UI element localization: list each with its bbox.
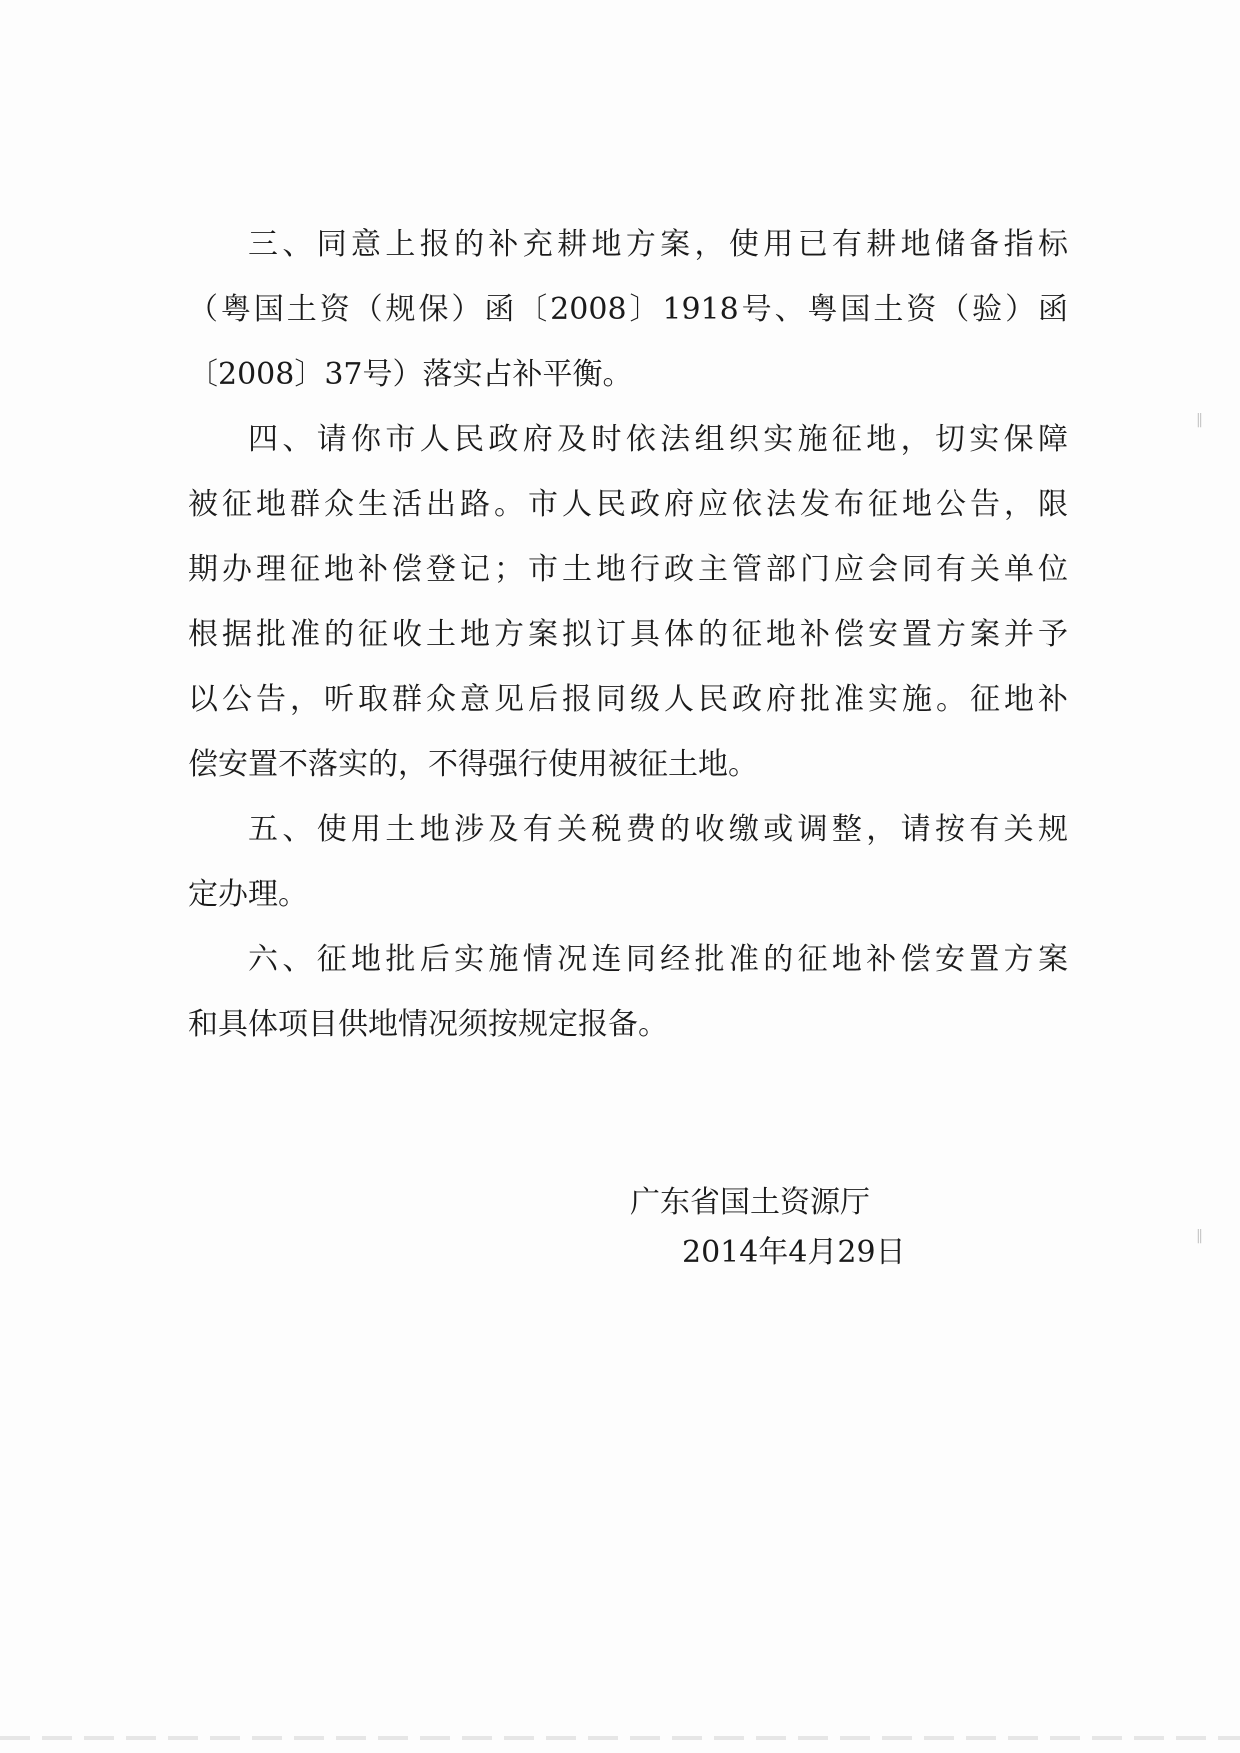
paragraph-5-line-2: 定办理。	[188, 877, 308, 912]
signature-date: 2014年4月29日	[682, 1235, 906, 1270]
document-body	[188, 212, 1068, 1057]
paragraph-5-line-1: 五、使用土地涉及有关税费的收缴或调整，请按有关规	[248, 812, 1068, 847]
signature-block	[630, 1178, 950, 1278]
paragraph-3-line-1: 三、同意上报的补充耕地方案，使用已有耕地储备指标	[248, 227, 1068, 262]
paragraph-4-line-1: 四、请你市人民政府及时依法组织实施征地，切实保障	[248, 422, 1068, 457]
paragraph-4-line-3: 期办理征地补偿登记；市土地行政主管部门应会同有关单位	[188, 552, 1068, 587]
scan-bottom-edge	[0, 1736, 1240, 1740]
paragraph-4-line-2: 被征地群众生活出路。市人民政府应依法发布征地公告，限	[188, 487, 1068, 522]
signature-organization: 广东省国土资源厅	[630, 1185, 870, 1220]
paragraph-4-line-6: 偿安置不落实的，不得强行使用被征土地。	[188, 747, 758, 782]
paragraph-4-line-4: 根据批准的征收土地方案拟订具体的征地补偿安置方案并予	[188, 617, 1068, 652]
paragraph-6-line-1: 六、征地批后实施情况连同经批准的征地补偿安置方案	[248, 942, 1068, 977]
paragraph-4-line-5: 以公告，听取群众意见后报同级人民政府批准实施。征地补	[188, 682, 1068, 717]
paragraph-6-line-2: 和具体项目供地情况须按规定报备。	[188, 1007, 668, 1042]
paragraph-3-line-2: （粤国土资（规保）函〔2008〕1918号、粤国土资（验）函	[188, 292, 1068, 327]
scan-speck-mark: ‖	[1196, 1228, 1203, 1244]
scan-speck-mark: ‖	[1196, 412, 1203, 428]
paragraph-3-line-3: 〔2008〕37号）落实占补平衡。	[188, 357, 633, 392]
